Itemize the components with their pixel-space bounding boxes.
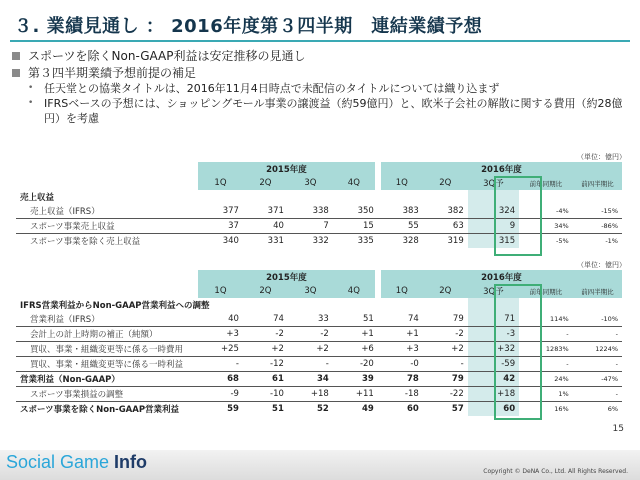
- col-1q: 1Q: [378, 284, 423, 298]
- col-3q: 3Q: [288, 284, 333, 298]
- dot-bullet-icon: •: [28, 83, 34, 93]
- sub-bullet-2: • IFRSベースの予想には、ショッピングモール事業の譲渡益（約59億円）と、欧米子会社の解散に関する費用（約28億円）を考慮: [28, 97, 623, 125]
- col-1q: 1Q: [198, 176, 243, 190]
- page-number: 15: [612, 424, 624, 434]
- col-4q: 4Q: [333, 284, 378, 298]
- col-yoy: 前年同期比: [519, 284, 573, 298]
- col-3q: 3Q: [288, 176, 333, 190]
- forecast-highlight: [494, 176, 542, 256]
- copyright-text: Copyright © DeNA Co., Ltd. All Rights Reserved.: [483, 468, 628, 475]
- table-row: 営業利益（IFRS） 40 74 33 51 74 79 71 114% -10%: [16, 312, 622, 327]
- col-1q: 1Q: [198, 284, 243, 298]
- col-qoq: 前四半期比: [573, 176, 622, 190]
- table-row: 営業利益（Non-GAAP） 68 61 34 39 78 79 42 24% -47%: [16, 372, 622, 387]
- fy2015-header: 2015年度: [198, 270, 378, 284]
- bullet-list: [12, 47, 628, 126]
- col-3q-forecast: 3Q予: [468, 176, 519, 190]
- col-2q: 2Q: [243, 284, 288, 298]
- dot-bullet-icon: •: [28, 98, 34, 108]
- sub-bullet-1: • 任天堂との協業タイトルは、2016年11月4日時点で未配信のタイトルについては織り込まず: [28, 82, 500, 95]
- unit-label: （単位：億円）: [577, 153, 626, 161]
- table-row: スポーツ事業損益の調整 -9 -10 +18 +11 -18 -22 +18 1% -: [16, 387, 622, 402]
- square-bullet-icon: [12, 69, 20, 77]
- section-title: IFRS営業利益からNon-GAAP営業利益への調整: [20, 301, 210, 311]
- table-row: 売上収益（IFRS） 377 371 338 350 383 382 324 -4% -15%: [16, 204, 622, 219]
- col-yoy: 前年同期比: [519, 176, 573, 190]
- fy2015-header: 2015年度: [198, 162, 378, 176]
- col-2q: 2Q: [423, 284, 468, 298]
- table-row: 買収、事業・組織変更等に係る一時利益 - -12 - -20 -0 - -59 - -: [16, 357, 622, 372]
- col-4q: 4Q: [333, 176, 378, 190]
- page-title: ３. 業績見通し ： 2016年度第３四半期 連結業績予想: [14, 16, 483, 37]
- table-row: 買収、事業・組織変更等に係る一時費用 +25 +2 +2 +6 +3 +2 +32 1283% 1224%: [16, 342, 622, 357]
- col-2q: 2Q: [423, 176, 468, 190]
- table-row: スポーツ事業売上収益 37 40 7 15 55 63 9 34% -86%: [16, 219, 622, 234]
- unit-label: （単位：億円）: [577, 261, 626, 269]
- col-3q-forecast: 3Q予: [468, 284, 519, 298]
- forecast-highlight: [494, 284, 542, 420]
- table-row: 会計上の計上時期の補正（純額） +3 -2 -2 +1 +1 -2 -3 - -: [16, 327, 622, 342]
- title-divider: [10, 40, 630, 42]
- bullet-2: 第３四半期業績予想前提の補足: [12, 64, 628, 81]
- table-row: スポーツ事業を除く売上収益 340 331 332 335 328 319 315 -5% -1%: [16, 234, 622, 249]
- fy2016-header: 2016年度: [378, 270, 622, 284]
- bullet-1: スポーツを除くNon-GAAP利益は安定推移の見通し: [12, 47, 628, 64]
- table-row: スポーツ事業を除くNon-GAAP営業利益 59 51 52 49 60 57 60 16% 6%: [16, 402, 622, 417]
- square-bullet-icon: [12, 52, 20, 60]
- fy2016-header: 2016年度: [378, 162, 622, 176]
- col-2q: 2Q: [243, 176, 288, 190]
- col-qoq: 前四半期比: [573, 284, 622, 298]
- watermark-logo: Social Game Info: [6, 452, 148, 472]
- section-title: 売上収益: [20, 193, 55, 203]
- col-1q: 1Q: [378, 176, 423, 190]
